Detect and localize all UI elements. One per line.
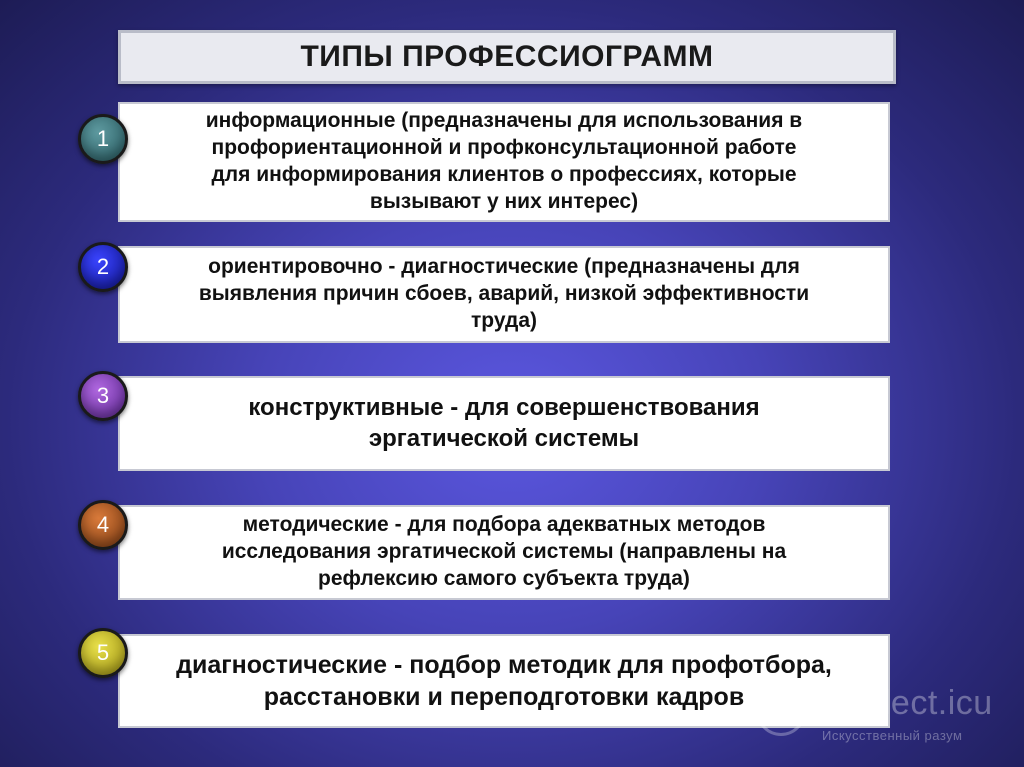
watermark-text: intellect.icu xyxy=(818,684,993,722)
watermark xyxy=(756,682,1016,752)
slide-title: ТИПЫ ПРОФЕССИОГРАММ xyxy=(118,30,896,84)
number-badge-1: 1 xyxy=(78,114,128,164)
number-badge-4: 4 xyxy=(78,500,128,550)
number-badge-2: 2 xyxy=(78,242,128,292)
watermark-subtext: Искусственный разум xyxy=(822,728,963,743)
profiogram-type-methodical xyxy=(118,505,890,600)
profiogram-type-informational xyxy=(118,102,890,222)
number-badge-3: 3 xyxy=(78,371,128,421)
type-description: конструктивные - для совершенствования эргатической системы xyxy=(248,393,760,452)
profiogram-type-diagnostic-orienting xyxy=(118,246,890,343)
type-description: информационные (предназначены для использования в профориентационной и профконсультационной работе для информирования клиентов о профессиях, которые вызывают у них интерес) xyxy=(205,109,803,213)
watermark-logo-icon: i xyxy=(756,686,806,736)
number-badge-5: 5 xyxy=(78,628,128,678)
type-description: диагностические - подбор методик для профотбора, расстановки и переподготовки кадров xyxy=(176,651,832,711)
type-description: ориентировочно - диагностические (предназначены для выявления причин сбоев, аварий, низкой эффективности труда) xyxy=(198,255,810,332)
profiogram-type-constructive xyxy=(118,376,890,471)
type-description: методические - для подбора адекватных методов исследования эргатической системы (направлены на рефлексию самого субъекта труда) xyxy=(221,513,787,590)
